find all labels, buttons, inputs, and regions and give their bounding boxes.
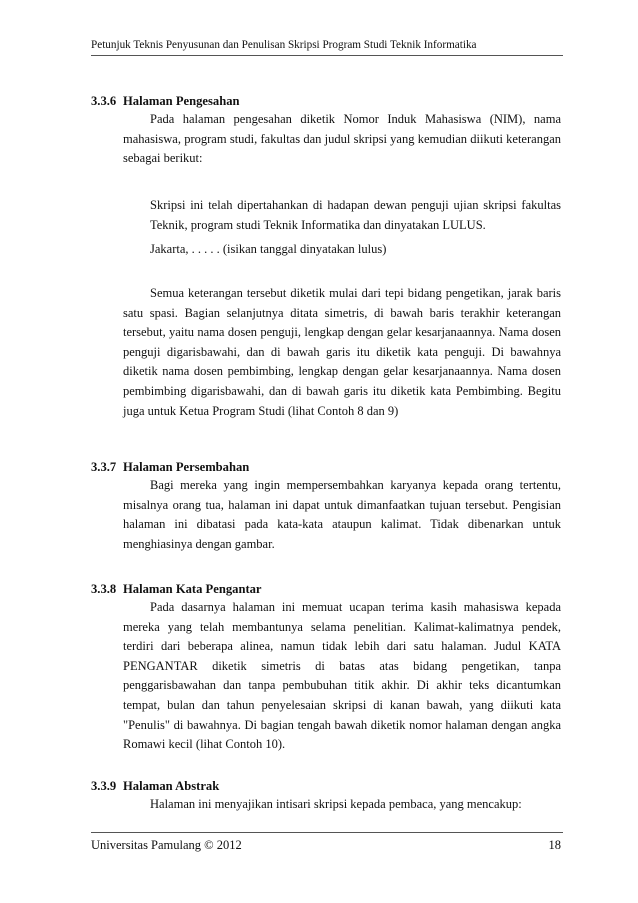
section-number: 3.3.6 [91, 94, 117, 108]
running-header: Petunjuk Teknis Penyusunan dan Penulisan Skripsi Program Studi Teknik Informatika [91, 39, 477, 51]
section-paragraph: Pada dasarnya halaman ini memuat ucapan terima kasih mahasiswa kepada mereka yang telah membantunya selama penelitian. Kalimat-kalimatnya pendek, terdiri dari beberapa alinea, namun tidak lebih dari satu halaman. Judul KATA PENGANTAR diketik simetris di batas atas bidang pengetikan, tanpa penggarisbawahan dan tanpa pembubuhan titik akhir. Di akhir teks dicantumkan tempat, bulan dan tahun penyelesaian skripsi di kanan bawah, yang diikuti kata "Penulis" di bawahnya. Di bagian tengah bawah diketik nomor halaman dengan angka Romawi kecil (lihat Contoh 10). [123, 600, 561, 752]
section-title: Halaman Pengesahan [123, 94, 240, 108]
section-number: 3.3.8 [91, 582, 117, 596]
footer-rule [91, 832, 563, 833]
page-number: 18 [548, 838, 561, 852]
section-number: 3.3.9 [91, 779, 117, 793]
section-paragraph: Semua keterangan tersebut diketik mulai dari tepi bidang pengetikan, jarak baris satu spasi. Bagian selanjutnya ditata simetris, di bawah baris terakhir keterangan tersebut, yaitu nama dosen penguji, lengkap dengan gelar kesarjanaannya. Nama dosen penguji digarisbawahi, dan di bawah garis itu diketik kata penguji. Di bawahnya diketik nama dosen pembimbing, lengkap dengan gelar kesarjanaannya. Nama dosen pembimbing digarisbawahi, dan di bawah garis itu diketik kata Pembimbing. Begitu juga untuk Ketua Program Studi (lihat Contoh 8 dan 9) [123, 286, 561, 418]
section-title: Halaman Persembahan [123, 460, 250, 474]
approval-place-date: Jakarta, . . . . . (isikan tanggal dinyatakan lulus) [150, 242, 387, 256]
section-paragraph: Pada halaman pengesahan diketik Nomor Induk Mahasiswa (NIM), nama mahasiswa, program studi, fakultas dan judul skripsi yang kemudian diikuti keterangan sebagai berikut: [123, 112, 561, 166]
header-rule [91, 55, 563, 56]
section-paragraph: Bagi mereka yang ingin mempersembahkan karyanya kepada orang tertentu, misalnya orang tua, halaman ini dapat untuk dimanfaatkan tujuan tersebut. Pengisian halaman ini dibatasi pada kata-kata ataupun kalimat. Tidak dibenarkan untuk menghiasinya dengan gambar. [123, 478, 561, 551]
section-number: 3.3.7 [91, 460, 117, 474]
footer-institution: Universitas Pamulang © 2012 [91, 838, 242, 852]
section-paragraph: Halaman ini menyajikan intisari skripsi kepada pembaca, yang mencakup: [150, 797, 522, 811]
approval-statement: Skripsi ini telah dipertahankan di hadapan dewan penguji ujian skripsi fakultas Teknik, program studi Teknik Informatika dan dinyatakan LULUS. [150, 198, 561, 232]
section-title: Halaman Abstrak [123, 779, 220, 793]
section-title: Halaman Kata Pengantar [123, 582, 262, 596]
